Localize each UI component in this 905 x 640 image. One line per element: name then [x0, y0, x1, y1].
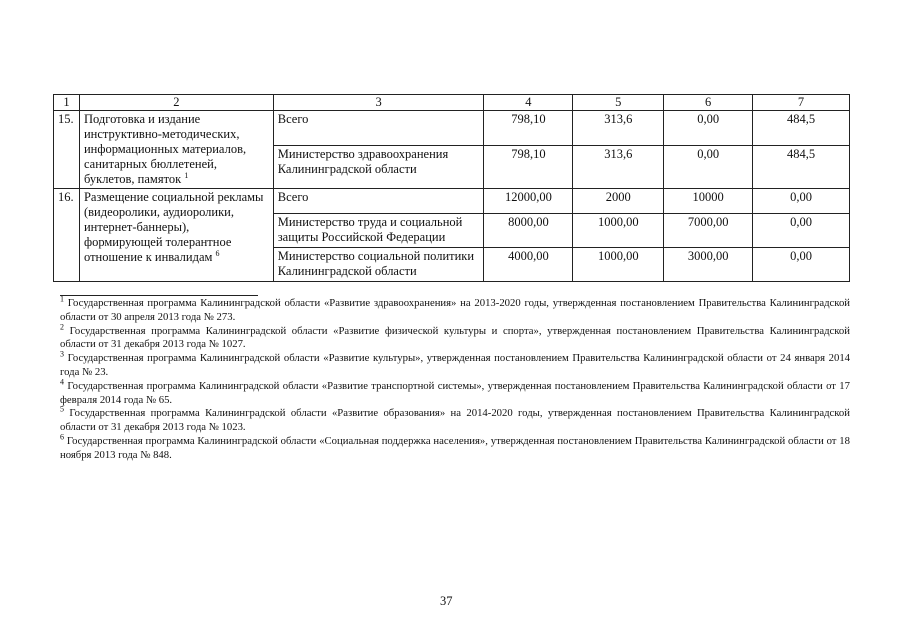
footnote-mark: 1 — [60, 294, 64, 304]
footnote: $^4$ Государственная программа Калининградской области «Развитие транспортной системы», утвержденная постановлением Правительства Калининградской области от 17 февраля 2014 года № 65. — [60, 377, 850, 406]
header-cell: 1 — [54, 95, 80, 111]
footnote-mark: 6 — [60, 432, 64, 442]
value-cell: 0,00 — [664, 111, 753, 146]
row-number: 15. — [54, 111, 80, 189]
value-cell: 8000,00 — [484, 214, 573, 248]
footnote-mark: 3 — [60, 349, 64, 359]
footnote: $^1$ Государственная программа Калининградской области «Развитие здравоохранения» на 2013-2020 годы, утвержденная постановлением Правительства Калининградской области от 30 апреля 2013 года № 273. — [60, 294, 851, 323]
header-cell: 7 — [753, 95, 850, 111]
table-header-row — [54, 95, 850, 111]
row-number: 16. — [54, 189, 80, 282]
header-cell: 4 — [484, 95, 573, 111]
funding-source: Министерство здравоохранения Калининградской области — [273, 145, 484, 188]
value-cell: 0,00 — [664, 145, 753, 188]
header-cell: 3 — [273, 95, 484, 111]
header-cell: 2 — [79, 95, 273, 111]
value-cell: 798,10 — [484, 145, 573, 188]
footnote: $^6$ Государственная программа Калининградской области «Социальная поддержка населения», утвержденная постановлением Правительства Калининградской области от 18 ноября 2013 года № 848. — [60, 432, 850, 461]
value-cell: 0,00 — [753, 248, 850, 282]
value-cell: 0,00 — [753, 189, 850, 214]
value-cell: 484,5 — [753, 111, 850, 146]
footnote-ref: 1 — [184, 170, 189, 180]
footnotes — [60, 294, 851, 463]
footnote-ref: 6 — [215, 248, 220, 258]
measure-title: Подготовка и издание инструктивно-методических, информационных материалов, санитарных бюллетеней, буклетов, памяток $^1$ — [79, 111, 273, 189]
footnote-mark: 2 — [60, 322, 64, 332]
value-cell: 484,5 — [753, 145, 850, 188]
page-number: 37 — [440, 594, 453, 608]
funding-source: Всего — [273, 189, 484, 214]
value-cell: 12000,00 — [484, 189, 573, 214]
table-row — [54, 111, 850, 146]
footnote-mark: 4 — [60, 377, 64, 387]
value-cell: 1000,00 — [573, 248, 664, 282]
footnote: $^3$ Государственная программа Калининградской области «Развитие культуры», утвержденная постановлением Правительства Калининградской области от 24 января 2014 года № 23. — [60, 349, 851, 378]
footnote: $^2$ Государственная программа Калининградской области «Развитие физической культуры и спорта», утвержденная постановлением Правительства Калининградской области от 31 декабря 2013 года № 1027. — [60, 322, 850, 351]
value-cell: 1000,00 — [573, 214, 664, 248]
header-cell: 5 — [573, 95, 664, 111]
value-cell: 4000,00 — [484, 248, 573, 282]
funding-source: Всего — [273, 111, 484, 146]
program-table — [53, 94, 850, 282]
value-cell: 0,00 — [753, 214, 850, 248]
header-cell: 6 — [664, 95, 753, 111]
measure-title: Размещение социальной рекламы (видеоролики, аудиоролики, интернет-баннеры), формирующей толерантное отношение к инвалидам $^6$ — [79, 189, 273, 282]
table-row — [54, 189, 850, 214]
value-cell: 3000,00 — [664, 248, 753, 282]
value-cell: 7000,00 — [664, 214, 753, 248]
value-cell: 2000 — [573, 189, 664, 214]
value-cell: 313,6 — [573, 145, 664, 188]
funding-source: Министерство социальной политики Калининградской области — [273, 248, 484, 282]
footnote-mark: 5 — [60, 404, 64, 414]
footnote-divider — [60, 295, 258, 296]
value-cell: 313,6 — [573, 111, 664, 146]
value-cell: 10000 — [664, 189, 753, 214]
footnote: $^5$ Государственная программа Калининградской области «Развитие образования» на 2014-2020 годы, утвержденная постановлением Правительства Калининградской области от 31 декабря 2013 года № 1023. — [60, 404, 850, 434]
value-cell: 798,10 — [484, 111, 573, 146]
funding-source: Министерство труда и социальной защиты Российской Федерации — [273, 214, 484, 248]
